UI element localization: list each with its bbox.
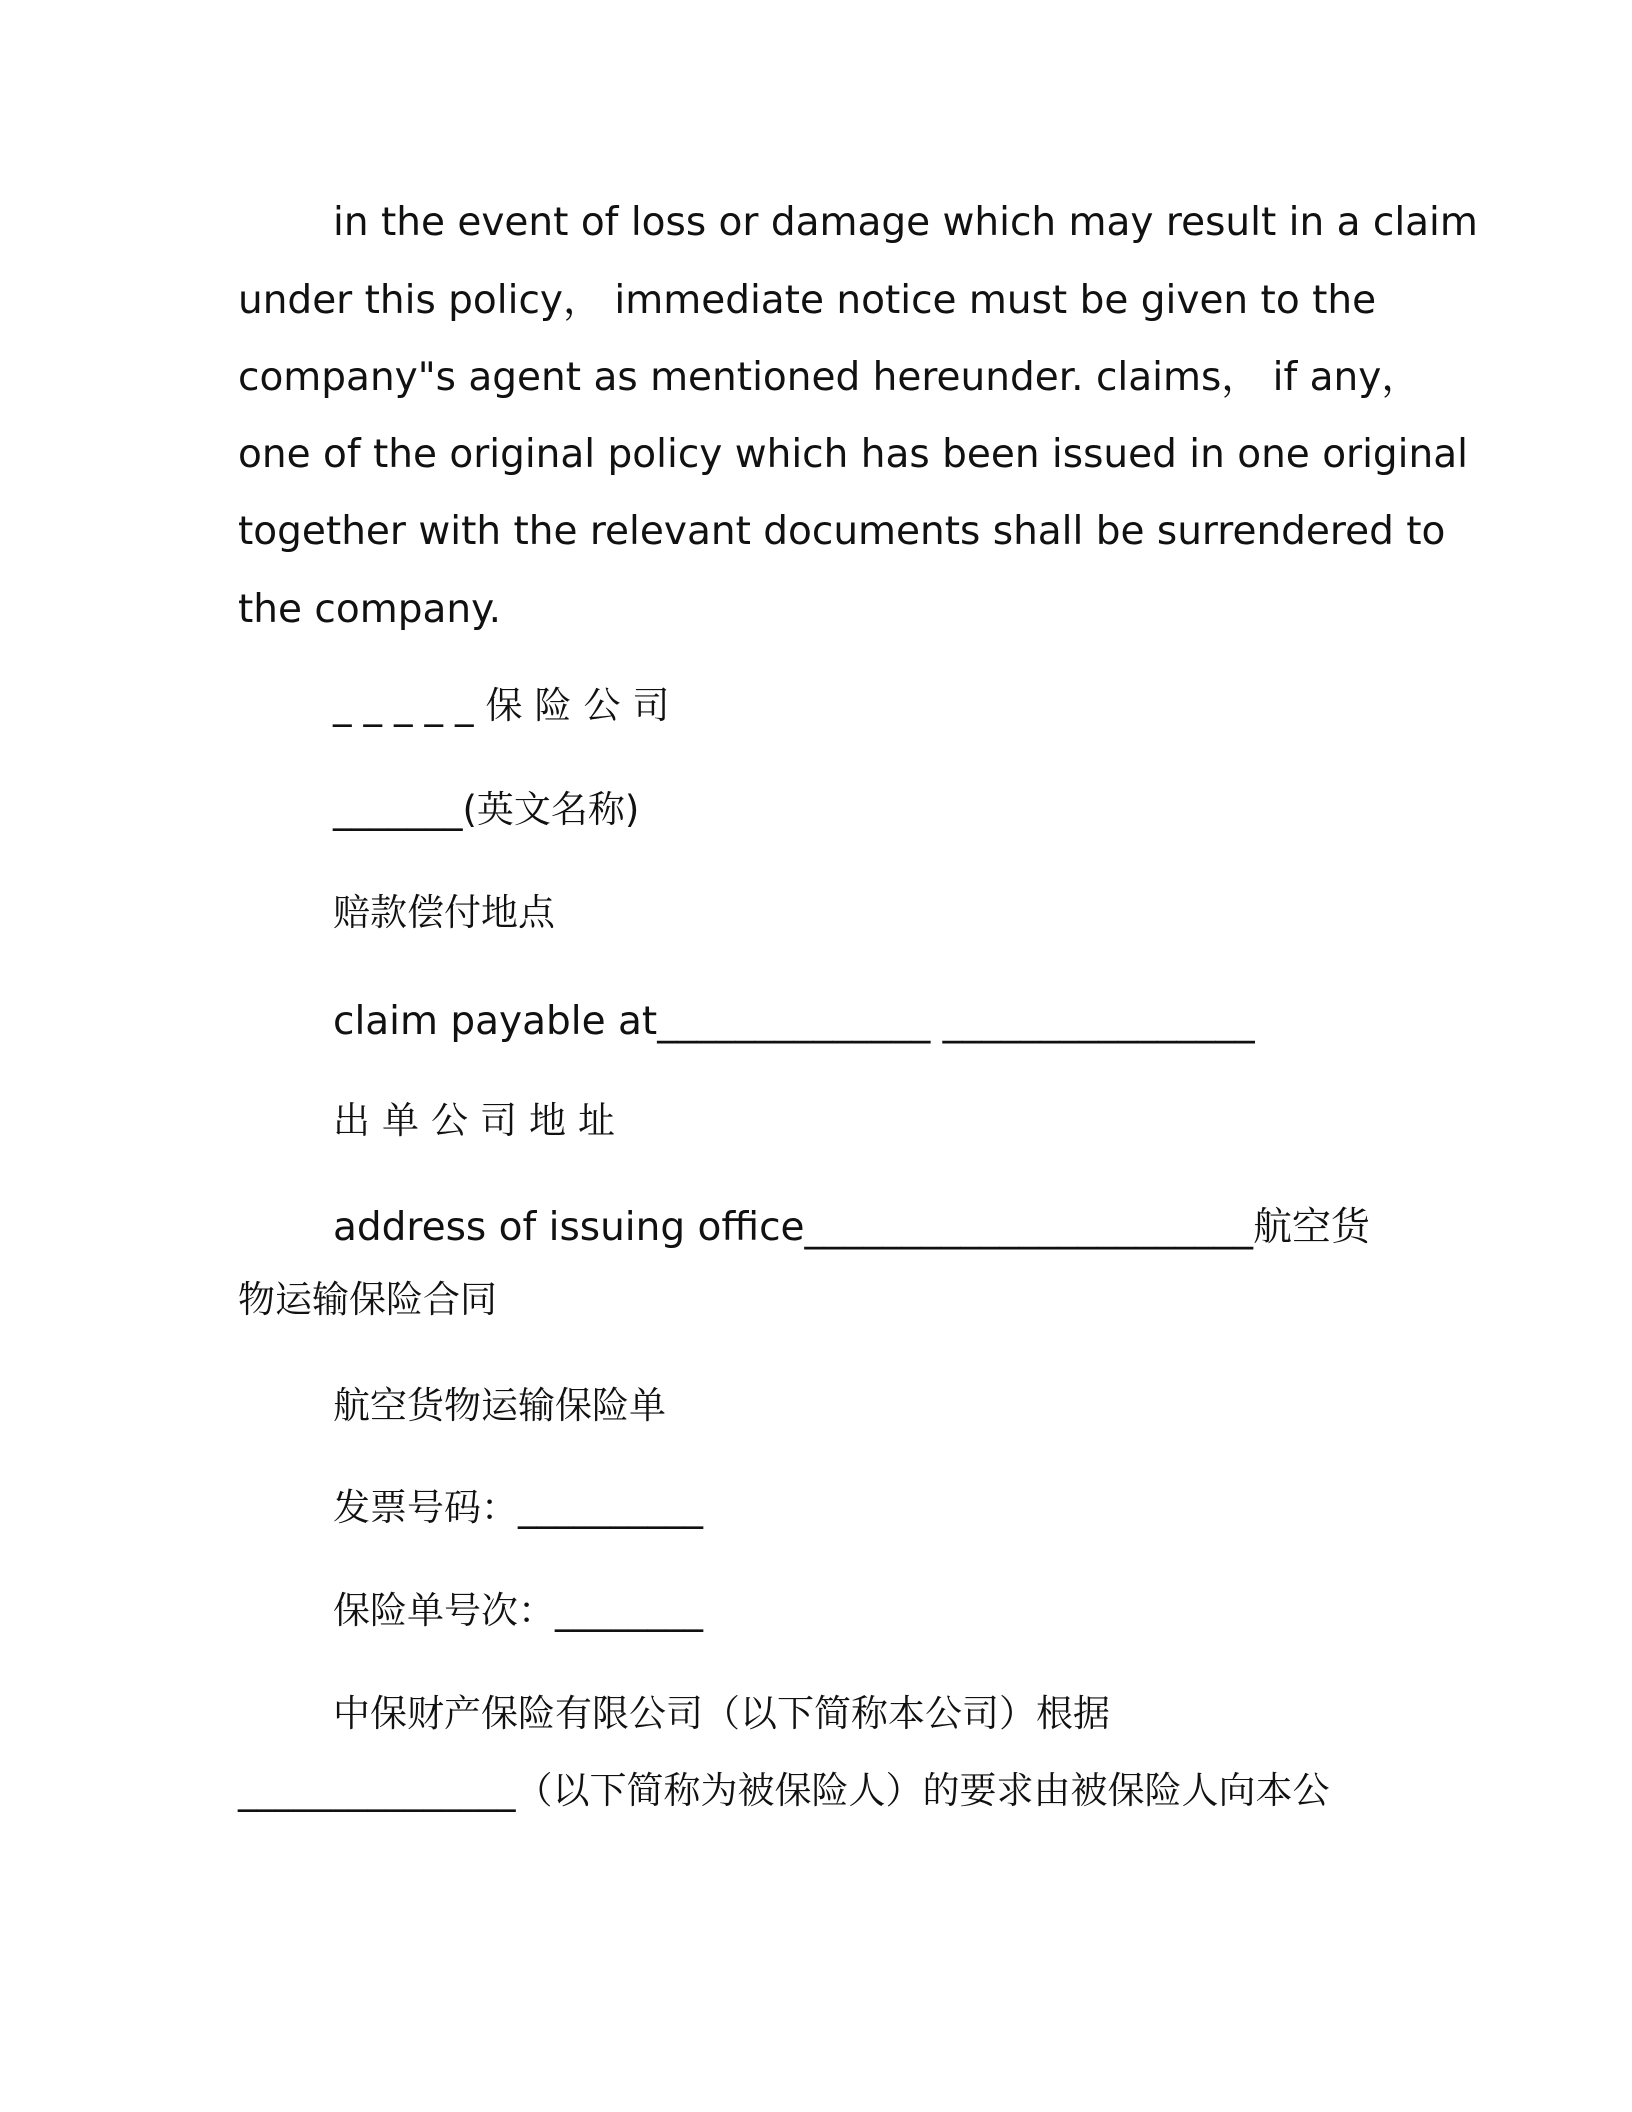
claim-payable-line: claim payable at______________ ________________ — [333, 999, 1255, 1044]
english-paragraph-line-4: one of the original policy which has been issued in one original — [238, 432, 1468, 477]
insurer-name-en: _______(英文名称) — [333, 788, 640, 831]
policy-title: 航空货物运输保险单 — [333, 1384, 666, 1427]
english-paragraph-line-5: together with the relevant documents shall be surrendered to — [238, 509, 1446, 554]
english-paragraph-line-1: in the event of loss or damage which may result in a claim — [333, 200, 1478, 245]
issuing-office-line-1: address of issuing office_______________________航空货 — [333, 1205, 1371, 1250]
english-paragraph-line-3: company"s agent as mentioned hereunder. claims， if any， — [238, 355, 1421, 400]
issuing-office-cn: 出单公司地址 — [333, 1099, 627, 1142]
claim-place-cn: 赔款偿付地点 — [333, 891, 555, 934]
invoice-number-line: 发票号码：__________ — [333, 1486, 703, 1529]
body-text-line-1: 中保财产保险有限公司（以下简称本公司）根据 — [333, 1692, 1110, 1735]
english-paragraph-line-6: the company. — [238, 587, 501, 632]
insurer-name-cn: _____保险公司 — [333, 684, 682, 727]
policy-number-line: 保险单号次：________ — [333, 1589, 703, 1632]
issuing-office-line-2: 物运输保险合同 — [238, 1278, 497, 1321]
english-paragraph-line-2: under this policy， immediate notice must be given to the — [238, 278, 1377, 323]
body-text-line-2: _______________（以下简称为被保险人）的要求由被保险人向本公 — [238, 1769, 1330, 1812]
